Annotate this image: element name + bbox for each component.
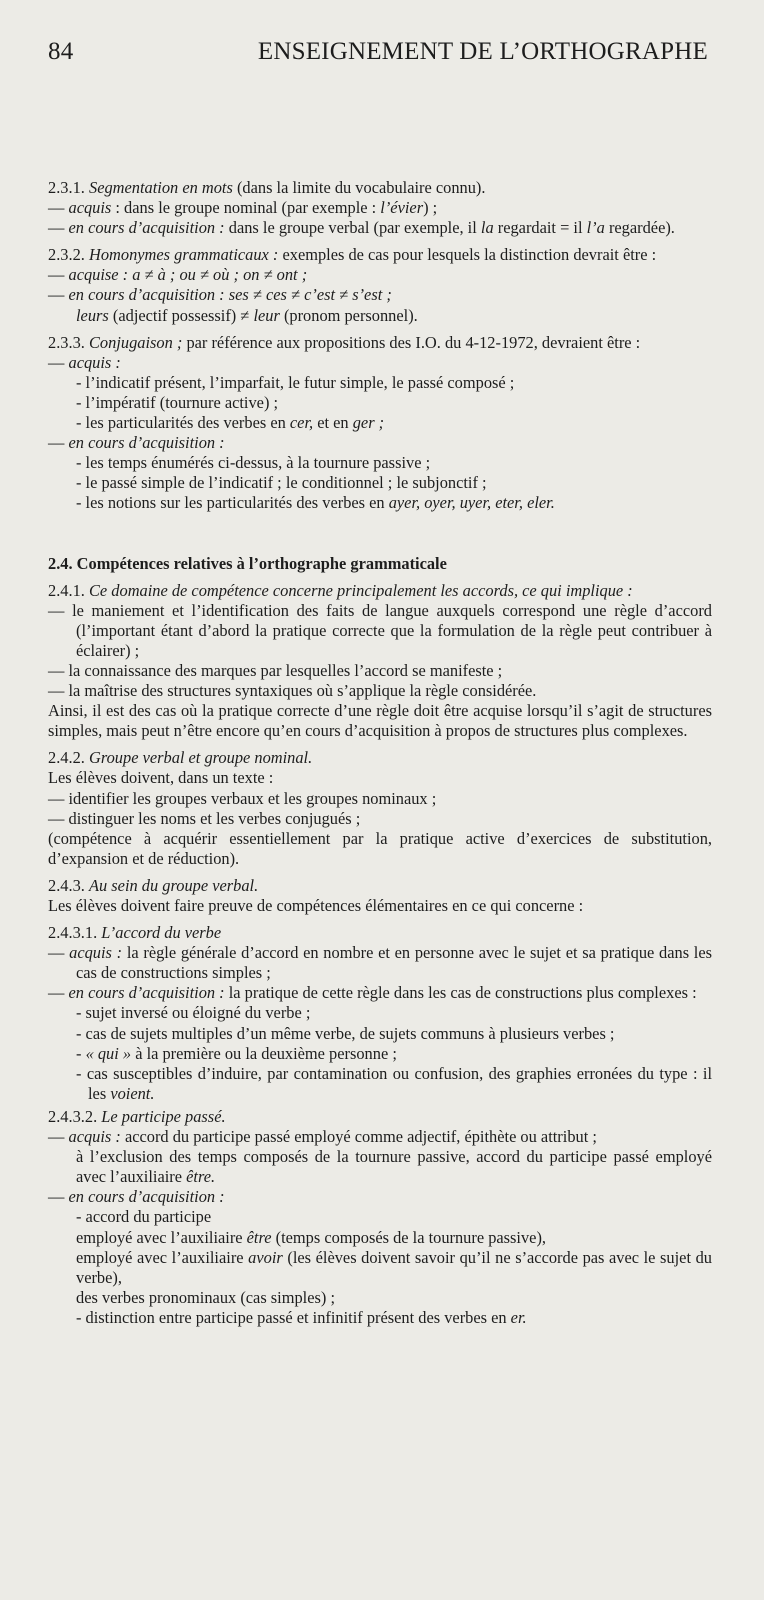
list-item: — la connaissance des marques par lesquelles l’accord se manifeste ; — [48, 660, 503, 680]
list-item: — acquis : dans le groupe nominal (par exemple : l’évier) ; — [48, 198, 438, 218]
list-item: — en cours d’acquisition : la pratique de cette règle dans les cas de constructions plus complexes : — [48, 983, 697, 1003]
list-item: — acquis : la règle générale d’accord en nombre et en personne avec le sujet et sa pratique dans les cas de constructions simples ; — [48, 943, 713, 983]
section-2-4-3-2-heading: 2.4.3.2. Le participe passé. — [48, 1106, 226, 1126]
list-item: — le maniement et l’identification des faits de langue auxquels correspond une règle d’accord (l’important étant d’abord la pratique correcte que la formulation de la règle peut contribuer à éclairer) ; — [48, 600, 712, 660]
paragraph: Les élèves doivent, dans un texte : — [48, 768, 274, 788]
list-item: - accord du participe — [76, 1207, 212, 1227]
section-2-4-1: 2.4.1. Ce domaine de compétence concerne principalement les accords, ce qui implique : — [48, 580, 633, 600]
list-item: - les temps énumérés ci-dessus, à la tournure passive ; — [76, 453, 431, 473]
list-item: — en cours d’acquisition : dans le groupe verbal (par exemple, il la regardait = il l’a regardée). — [48, 218, 675, 238]
list-item: — en cours d’acquisition : ses ≠ ces ≠ c’est ≠ s’est ; — [48, 285, 392, 305]
list-item: employé avec l’auxiliaire être (temps composés de la tournure passive), — [76, 1227, 547, 1247]
section-2-3-3-heading: 2.3.3. Conjugaison ; par référence aux propositions des I.O. du 4-12-1972, devraient être : — [48, 332, 641, 352]
list-item: — acquise : a ≠ à ; ou ≠ où ; on ≠ ont ; — [48, 265, 308, 285]
section-2-4-3-1-heading: 2.4.3.1. L’accord du verbe — [48, 923, 222, 943]
list-item: - sujet inversé ou éloigné du verbe ; — [76, 1003, 311, 1023]
section-2-4-3-heading: 2.4.3. Au sein du groupe verbal. — [48, 875, 259, 895]
paragraph: Ainsi, il est des cas où la pratique correcte d’une règle doit être acquise lorsqu’il s’agit de structures simples, mais peut n’être encore qu’en cours d’acquisition à propos de structures plus complexes. — [48, 701, 712, 741]
list-item: - l’impératif (tournure active) ; — [76, 392, 279, 412]
list-item: - le passé simple de l’indicatif ; le conditionnel ; le subjonctif ; — [76, 473, 487, 493]
list-item: - « qui » à la première ou la deuxième personne ; — [76, 1043, 397, 1063]
list-item: - cas de sujets multiples d’un même verbe, de sujets communs à plusieurs verbes ; — [76, 1023, 615, 1043]
list-item: — identifier les groupes verbaux et les groupes nominaux ; — [48, 788, 437, 808]
list-item: — la maîtrise des structures syntaxiques où s’applique la règle considérée. — [48, 681, 537, 701]
running-title: ENSEIGNEMENT DE L’ORTHOGRAPHE — [257, 38, 708, 65]
section-2-4-2-heading: 2.4.2. Groupe verbal et groupe nominal. — [48, 748, 313, 768]
list-item: - les notions sur les particularités des verbes en ayer, oyer, uyer, eter, eler. — [76, 493, 555, 513]
list-item: leurs (adjectif possessif) ≠ leur (pronom personnel). — [76, 305, 418, 325]
paragraph: (compétence à acquérir essentiellement par la pratique active d’exercices de substitution, d’expansion et de réduction). — [48, 828, 712, 868]
list-item: à l’exclusion des temps composés de la tournure passive, accord du participe passé employé avec l’auxiliaire être. — [76, 1147, 712, 1187]
section-2-3-2-heading: 2.3.2. Homonymes grammaticaux : exemples de cas pour lesquels la distinction devrait être : — [48, 245, 657, 265]
section-2-4-heading: 2.4. Compétences relatives à l’orthographe grammaticale — [48, 553, 447, 573]
page-number: 84 — [48, 38, 74, 65]
list-item: — distinguer les noms et les verbes conjugués ; — [48, 808, 361, 828]
list-item: - les particularités des verbes en cer, et en ger ; — [76, 413, 385, 433]
paragraph: Les élèves doivent faire preuve de compétences élémentaires en ce qui concerne : — [48, 896, 584, 915]
list-item: — acquis : — [48, 352, 121, 372]
list-item: - l’indicatif présent, l’imparfait, le futur simple, le passé composé ; — [76, 372, 515, 392]
list-item: - distinction entre participe passé et infinitif présent des verbes en er. — [76, 1307, 527, 1327]
section-2-3-1-heading: 2.3.1. Segmentation en mots (dans la limite du vocabulaire connu). — [48, 178, 486, 197]
list-item: — acquis : accord du participe passé employé comme adjectif, épithète ou attribut ; — [48, 1127, 597, 1147]
list-item: - cas susceptibles d’induire, par contamination ou confusion, des graphies erronées du type : il les voient. — [76, 1063, 712, 1103]
list-item: employé avec l’auxiliaire avoir (les élèves doivent savoir qu’il ne s’accorde pas avec le sujet du verbe), — [76, 1247, 712, 1287]
page-header — [48, 38, 708, 66]
list-item: — en cours d’acquisition : — [48, 1187, 225, 1207]
list-item: des verbes pronominaux (cas simples) ; — [76, 1287, 336, 1307]
body-text — [48, 178, 712, 1328]
list-item: — en cours d’acquisition : — [48, 433, 225, 453]
